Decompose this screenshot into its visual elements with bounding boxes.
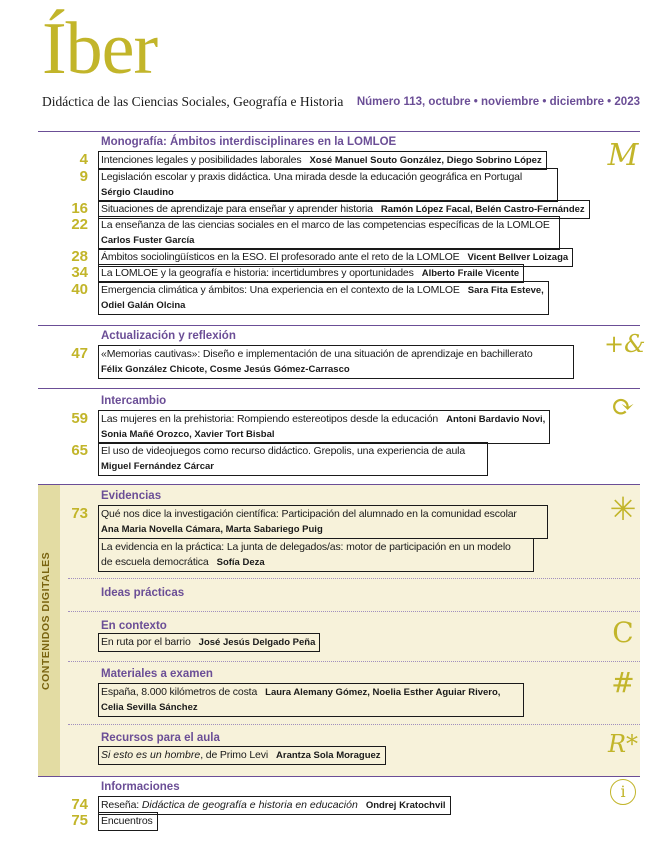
- entry-authors: Sara Fita Esteve,: [467, 285, 544, 296]
- issue-info: Número 113, octubre • noviembre • diciembre • 2023: [356, 96, 640, 108]
- page-number: 22: [71, 216, 88, 233]
- dotted-divider: [68, 611, 640, 612]
- entry-title: El uso de videojuegos como recurso didáctico. Grepolis, una experiencia de aula: [101, 445, 466, 457]
- journal-subtitle: Didáctica de las Ciencias Sociales, Geografía e Historia: [42, 94, 344, 109]
- page-number: 74: [71, 796, 88, 813]
- entry-title: La enseñanza de las ciencias sociales en el marco de las competencias específicas de la LOMLOE: [101, 219, 550, 231]
- page-number: 75: [71, 812, 88, 829]
- entry-authors: Miguel Fernández Cárcar: [101, 461, 214, 472]
- recursos-icon: R*: [607, 730, 639, 758]
- issue-number: Número 113,: [356, 96, 426, 108]
- materiales-icon: #: [611, 666, 635, 699]
- entry-title: La LOMLOE y la geografía e historia: incertidumbres y oportunidades: [101, 267, 414, 279]
- toc-entry[interactable]: [98, 168, 558, 202]
- issue-month: octubre: [428, 96, 471, 108]
- page-number: 4: [79, 151, 88, 168]
- entry-authors: Celia Sevilla Sánchez: [101, 702, 198, 713]
- section-divider: [38, 131, 640, 132]
- page-number: 40: [71, 281, 88, 298]
- toc-entry[interactable]: [98, 538, 534, 572]
- entry-title: Situaciones de aprendizaje para enseñar y aprender historia: [101, 203, 373, 215]
- toc-entry[interactable]: [98, 746, 386, 765]
- entry-title: Emergencia climática y ámbitos: Una experiencia en el contexto de la LOMLOE: [101, 284, 460, 296]
- entry-title-italic: Si esto es un hombre: [101, 749, 201, 761]
- page-number: 28: [71, 248, 88, 265]
- entry-authors: Sofía Deza: [216, 557, 265, 568]
- journal-logo: Íber: [42, 8, 158, 90]
- contexto-icon: C: [612, 616, 634, 649]
- toc-entry[interactable]: [98, 345, 574, 379]
- toc-entry[interactable]: [98, 281, 549, 315]
- page-number: 59: [71, 410, 88, 427]
- section-title-materiales: Materiales a examen: [101, 668, 213, 680]
- toc-entry[interactable]: [98, 812, 158, 831]
- toc-entry[interactable]: [98, 505, 548, 539]
- entry-authors: Ana Maria Novella Cámara, Marta Sabariego Puig: [101, 524, 323, 535]
- entry-title: En ruta por el barrio: [101, 636, 191, 648]
- entry-authors: Carlos Fuster García: [101, 235, 195, 246]
- entry-authors: Sérgio Claudino: [101, 187, 174, 198]
- entry-authors: Odiel Galán Olcina: [101, 300, 186, 311]
- entry-title: España, 8.000 kilómetros de costa: [101, 686, 258, 698]
- entry-authors: Laura Alemany Gómez, Noelia Esther Aguiar Rivero,: [265, 687, 501, 698]
- page-number: 16: [71, 200, 88, 217]
- entry-authors: Antoni Bardavio Novi,: [446, 414, 546, 425]
- entry-title: Encuentros: [101, 815, 153, 827]
- page-number: 9: [79, 168, 88, 185]
- entry-authors: José Jesús Delgado Peña: [198, 637, 316, 648]
- entry-prefix: Reseña:: [101, 799, 142, 811]
- section-title-informaciones: Informaciones: [101, 781, 180, 793]
- section-title-recursos: Recursos para el aula: [101, 732, 220, 744]
- entry-authors: Alberto Fraile Vicente: [421, 268, 520, 279]
- section-divider: [38, 388, 640, 389]
- section-title-actualizacion: Actualización y reflexión: [101, 330, 236, 342]
- toc-entry[interactable]: [98, 633, 320, 652]
- section-title-monografia: Monografía: Ámbitos interdisciplinares en la LOMLOE: [101, 136, 397, 148]
- toc-entry[interactable]: [98, 442, 488, 476]
- entry-authors: Félix González Chicote, Cosme Jesús Gómez-Carrasco: [101, 364, 350, 375]
- intercambio-icon: ⟳: [611, 390, 635, 423]
- entry-title: Las mujeres en la prehistoria: Rompiendo estereotipos desde la educación: [101, 413, 439, 425]
- section-title-intercambio: Intercambio: [101, 395, 167, 407]
- page-number: 73: [71, 505, 88, 522]
- section-title-ideas: Ideas prácticas: [101, 587, 185, 599]
- entry-authors: Ramón López Facal, Belén Castro-Fernández: [380, 204, 585, 215]
- toc-entry[interactable]: [98, 683, 524, 717]
- section-title-contexto: En contexto: [101, 620, 167, 632]
- page-number: 47: [71, 345, 88, 362]
- page-number: 34: [71, 264, 88, 281]
- informaciones-icon: i: [604, 778, 642, 805]
- section-divider: [38, 776, 640, 777]
- issue-month: noviembre: [481, 96, 540, 108]
- section-divider: [38, 325, 640, 326]
- entry-authors: Arantza Sola Moraguez: [276, 750, 381, 761]
- entry-title: , de Primo Levi: [200, 749, 269, 761]
- actualizacion-icon: +&: [604, 330, 646, 358]
- dotted-divider: [68, 724, 640, 725]
- entry-title-italic: Didáctica de geografía e historia en educación: [141, 799, 358, 811]
- entry-authors: Ondrej Kratochvil: [365, 800, 446, 811]
- entry-title: Intenciones legales y posibilidades laborales: [101, 154, 302, 166]
- entry-title: Legislación escolar y praxis didáctica. Una mirada desde la educación geográfica en Portugal: [101, 171, 523, 183]
- digital-contents-label: CONTENIDOS DIGITALES: [40, 551, 52, 690]
- entry-title: Qué nos dice la investigación científica: Participación del alumnado en la comunidad escolar: [101, 508, 517, 520]
- entry-title: La evidencia en la práctica: La junta de delegados/as: motor de participación en un modelo: [101, 541, 511, 553]
- entry-authors: Sonia Mañé Orozco, Xavier Tort Bisbal: [101, 429, 275, 440]
- page-number: 65: [71, 442, 88, 459]
- section-divider: [38, 484, 640, 485]
- monografia-icon: M: [607, 138, 639, 173]
- dotted-divider: [68, 578, 640, 579]
- issue-year: 2023: [614, 96, 640, 108]
- entry-title: de escuela democrática: [101, 556, 209, 568]
- entry-title: Ámbitos sociolingüísticos en la ESO. El profesorado ante el reto de la LOMLOE: [101, 251, 460, 263]
- entry-title: «Memorias cautivas»: Diseño e implementación de una situación de aprendizaje en bachillerato: [101, 348, 533, 360]
- issue-month: diciembre: [549, 96, 604, 108]
- dotted-divider: [68, 661, 640, 662]
- entry-authors: Vicent Bellver Loizaga: [467, 252, 569, 263]
- evidencias-icon: ✳: [609, 490, 637, 528]
- toc-entry[interactable]: [98, 216, 560, 250]
- section-title-evidencias: Evidencias: [101, 490, 162, 502]
- entry-authors: Xosé Manuel Souto González, Diego Sobrino López: [309, 155, 542, 166]
- toc-entry[interactable]: [98, 410, 550, 444]
